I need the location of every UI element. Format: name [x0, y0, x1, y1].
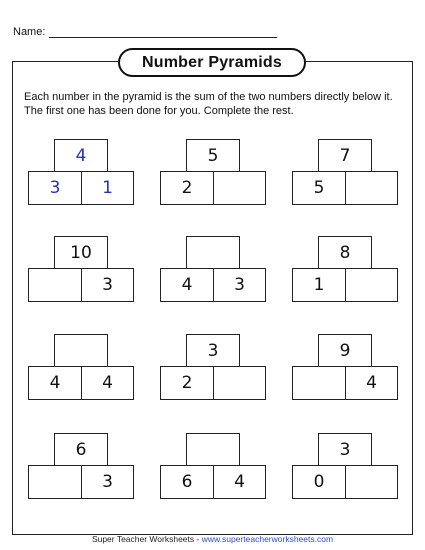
pyramid-cell-right: 1 [81, 171, 134, 205]
pyramid-cell-top: 4 [54, 139, 108, 172]
pyramid-6 [292, 236, 398, 302]
pyramid-9 [292, 334, 398, 400]
pyramid-7 [28, 334, 134, 400]
pyramid-cell-left: 1 [292, 268, 346, 302]
pyramid-2 [160, 139, 266, 205]
instructions: Each number in the pyramid is the sum of the two numbers directly below it. The first one has been done for you. Complete the rest. [24, 91, 393, 117]
pyramid-cell-left: 6 [160, 465, 214, 499]
pyramid-cell-left[interactable] [28, 465, 82, 499]
name-row [13, 26, 277, 38]
pyramid-cell-right: 3 [213, 268, 266, 302]
pyramid-4 [28, 236, 134, 302]
pyramid-cell-top: 5 [186, 139, 240, 172]
pyramid-cell-left: 3 [28, 171, 82, 205]
pyramid-cell-right: 4 [345, 366, 398, 400]
pyramid-8 [160, 334, 266, 400]
pyramid-cell-top: 9 [318, 334, 372, 367]
pyramid-cell-right: 3 [81, 465, 134, 499]
pyramid-11 [160, 433, 266, 499]
pyramid-cell-top: 3 [318, 433, 372, 466]
title-text: Number Pyramids [142, 53, 282, 71]
pyramid-cell-left: 2 [160, 171, 214, 205]
pyramid-cell-left[interactable] [28, 268, 82, 302]
pyramid-cell-top: 10 [54, 236, 108, 269]
pyramid-cell-top: 8 [318, 236, 372, 269]
pyramid-cell-top: 7 [318, 139, 372, 172]
pyramid-cell-right: 3 [81, 268, 134, 302]
pyramid-cell-top[interactable] [54, 334, 108, 367]
pyramid-cell-right[interactable] [213, 171, 266, 205]
worksheet-title [118, 48, 306, 77]
name-label: Name: [13, 26, 46, 38]
pyramid-cell-right: 4 [213, 465, 266, 499]
pyramid-12 [292, 433, 398, 499]
pyramid-cell-left: 4 [28, 366, 82, 400]
footer [0, 534, 425, 544]
pyramid-cell-top: 3 [186, 334, 240, 367]
pyramid-cell-left: 5 [292, 171, 346, 205]
pyramid-cell-right[interactable] [345, 171, 398, 205]
pyramid-3 [292, 139, 398, 205]
pyramid-cell-left: 2 [160, 366, 214, 400]
pyramid-cell-top[interactable] [186, 433, 240, 466]
pyramid-cell-right[interactable] [345, 465, 398, 499]
pyramid-cell-top[interactable] [186, 236, 240, 269]
pyramid-cell-top: 6 [54, 433, 108, 466]
footer-brand: Super Teacher Worksheets - [91, 534, 202, 544]
footer-url-link[interactable]: www.superteacherworksheets.com [201, 534, 334, 544]
pyramid-cell-right[interactable] [213, 366, 266, 400]
pyramid-5 [160, 236, 266, 302]
pyramid-cell-right[interactable] [345, 268, 398, 302]
pyramid-cell-left: 4 [160, 268, 214, 302]
pyramid-cell-left: 0 [292, 465, 346, 499]
pyramid-cell-right: 4 [81, 366, 134, 400]
pyramid-1 [28, 139, 134, 205]
pyramid-10 [28, 433, 134, 499]
name-input-line[interactable] [49, 26, 277, 38]
pyramid-cell-left[interactable] [292, 366, 346, 400]
